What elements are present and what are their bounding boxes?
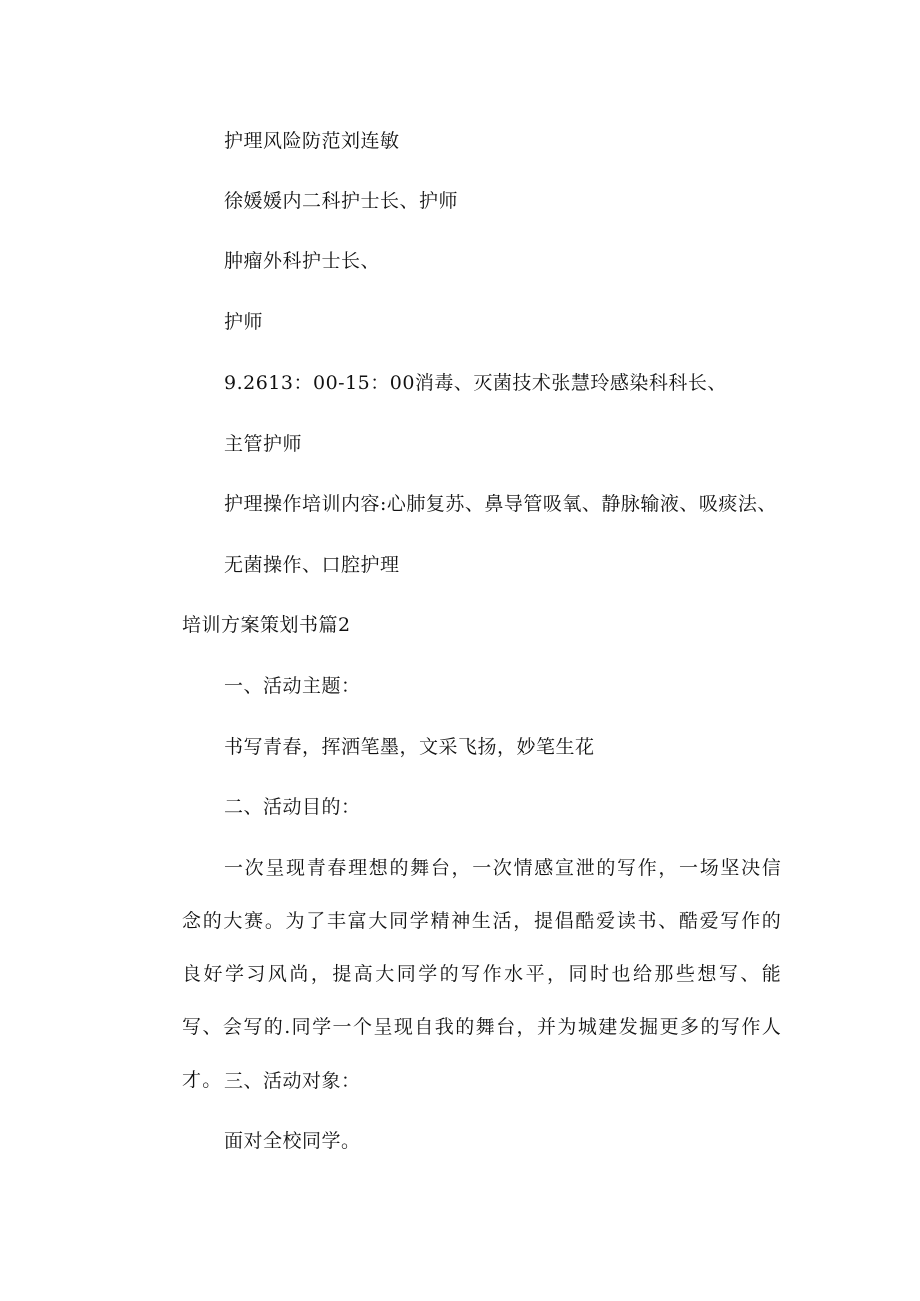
section-title: 培训方案策划书篇2 bbox=[182, 614, 351, 636]
heading-theme: 一、活动主题： bbox=[224, 675, 361, 697]
theme-text: 书写青春，挥洒笔墨，文采飞扬，妙笔生花 bbox=[224, 736, 595, 758]
text-line: 徐媛媛内二科护士长、护师 bbox=[224, 190, 459, 212]
purpose-paragraph: 一次呈现青春理想的舞台，一次情感宣泄的写作，一场坚决信念的大赛。为了丰富大同学精神生活，提倡酷爱读书、酷爱写作的良好学习风尚，提高大同学的写作水平，同时也给那些想写、能写、会写的.同学一个呈现自我的舞台，并为城建发掘更多的写作人才。 bbox=[182, 857, 782, 1091]
text-line: 9.2613：00-15：00消毒、灭菌技术张慧玲感染科科长、 bbox=[224, 372, 727, 394]
heading-purpose: 二、活动目的： bbox=[224, 796, 361, 818]
heading-audience: 三、活动对象： bbox=[224, 1070, 361, 1092]
audience-text: 面对全校同学。 bbox=[224, 1130, 361, 1152]
text-line: 无菌操作、口腔护理 bbox=[224, 554, 400, 576]
text-line: 护理操作培训内容:心肺复苏、鼻导管吸氧、静脉输液、吸痰法、 bbox=[224, 493, 777, 515]
text-line: 主管护师 bbox=[224, 433, 303, 455]
text-line: 护理风险防范刘连敏 bbox=[224, 130, 400, 152]
text-line: 肿瘤外科护士长、 bbox=[224, 250, 381, 272]
text-line: 护师 bbox=[224, 311, 264, 333]
